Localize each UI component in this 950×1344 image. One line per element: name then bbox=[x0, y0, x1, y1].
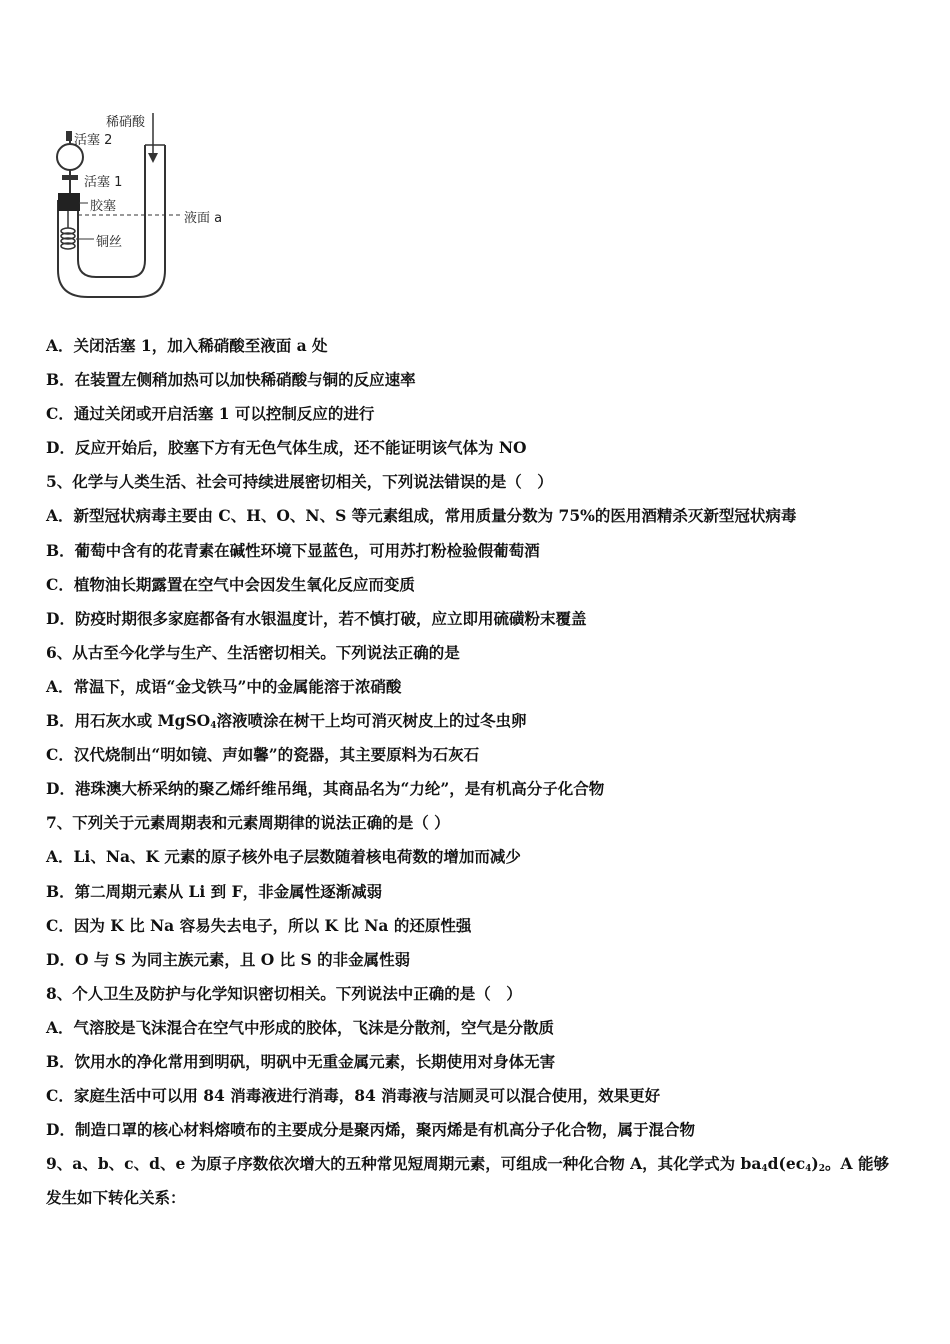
text-line: B．葡萄中含有的花青素在碱性环境下显蓝色，可用苏打粉检验假葡萄酒 bbox=[46, 540, 540, 560]
text-line: A．气溶胶是飞沫混合在空气中形成的胶体，飞沫是分散剂，空气是分散质 bbox=[46, 1017, 555, 1037]
question-7: 7、下列关于元素周期表和元素周期律的说法正确的是（ ） bbox=[46, 813, 450, 833]
subscript: 2 bbox=[818, 1164, 826, 1175]
label-copper-wire: 铜丝 bbox=[96, 235, 123, 250]
valve-1 bbox=[62, 175, 78, 180]
text-segment: 9、a、b、c、d、e 为原子序数依次增大的五种常见短周期元素，可组成一种化合物 A，其化学式为 ba bbox=[46, 1154, 762, 1174]
text-line: D．港珠澳大桥采纳的聚乙烯纤维吊绳，其商品名为“力纶”，是有机高分子化合物 bbox=[46, 779, 605, 799]
text-line: D．O 与 S 为同主族元素，且 O 比 S 的非金属性弱 bbox=[46, 949, 411, 969]
text-segment: d(ec bbox=[767, 1154, 806, 1174]
label-stopper: 胶塞 bbox=[90, 199, 117, 214]
question-6: 6、从古至今化学与生产、生活密切相关。下列说法正确的是 bbox=[46, 642, 460, 662]
label-liquid-level: 液面 a bbox=[184, 211, 223, 226]
subscript: 4 bbox=[805, 1164, 812, 1175]
rubber-stopper bbox=[58, 193, 80, 211]
subscript: 4 bbox=[210, 721, 217, 732]
text-segment: 溶液喷涂在树干上均可消灭树皮上的过冬虫卵 bbox=[216, 711, 527, 731]
question-9 bbox=[46, 1147, 916, 1181]
question-5: 5、化学与人类生活、社会可持续进展密切相关，下列说法错误的是（ ） bbox=[46, 472, 553, 492]
text-segment: ) bbox=[811, 1154, 819, 1174]
label-valve-1: 活塞 1 bbox=[84, 175, 123, 190]
label-acid: 稀硝酸 bbox=[106, 115, 146, 130]
text-line: D．防疫时期很多家庭都备有水银温度计，若不慎打破，应立即用硫磺粉末覆盖 bbox=[46, 608, 587, 628]
copper-wire-coil bbox=[61, 211, 75, 249]
text-line: C．植物油长期露置在空气中会因发生氧化反应而变质 bbox=[46, 574, 415, 594]
valve-2 bbox=[66, 131, 72, 141]
text-line: A．新型冠状病毒主要由 C、H、O、N、S 等元素组成，常用质量分数为 75%的医用酒精杀灭新型冠状病毒 bbox=[46, 506, 797, 526]
text-line: C．因为 K 比 Na 容易失去电子，所以 K 比 Na 的还原性强 bbox=[46, 915, 472, 935]
text-line: B．第二周期元素从 Li 到 F，非金属性逐渐减弱 bbox=[46, 881, 383, 901]
question-8: 8、个人卫生及防护与化学知识密切相关。下列说法中正确的是（ ） bbox=[46, 983, 522, 1003]
subscript: 4 bbox=[761, 1164, 768, 1175]
text-segment: B．用石灰水或 MgSO bbox=[46, 711, 211, 731]
text-line: 发生如下转化关系： bbox=[46, 1188, 186, 1208]
text-line: D．反应开始后，胶塞下方有无色气体生成，还不能证明该气体为 NO bbox=[46, 438, 527, 458]
text-line: D．制造口罩的核心材料熔喷布的主要成分是聚丙烯，聚丙烯是有机高分子化合物，属于混合物 bbox=[46, 1120, 695, 1140]
text-line: C．通过关闭或开启活塞 1 可以控制反应的进行 bbox=[46, 404, 375, 424]
text-line: C．汉代烧制出“明如镜、声如馨”的瓷器，其主要原料为石灰石 bbox=[46, 745, 480, 765]
text-line: A．关闭活塞 1，加入稀硝酸至液面 a 处 bbox=[46, 336, 328, 355]
text-segment: 。A 能够 bbox=[825, 1154, 889, 1174]
apparatus-figure bbox=[48, 105, 248, 305]
question-text bbox=[46, 329, 916, 1215]
text-line: B．饮用水的净化常用到明矾，明矾中无重金属元素，长期使用对身体无害 bbox=[46, 1051, 556, 1071]
text-line bbox=[46, 704, 916, 738]
text-line: C．家庭生活中可以用 84 消毒液进行消毒，84 消毒液与洁厕灵可以混合使用，效果更好 bbox=[46, 1086, 661, 1106]
label-valve-2: 活塞 2 bbox=[74, 133, 113, 148]
text-line: A．Li、Na、K 元素的原子核外电子层数随着核电荷数的增加而减少 bbox=[46, 847, 521, 867]
text-line: B．在装置左侧稍加热可以加快稀硝酸与铜的反应速率 bbox=[46, 370, 416, 390]
text-line: A．常温下，成语“金戈铁马”中的金属能溶于浓硝酸 bbox=[46, 676, 402, 696]
